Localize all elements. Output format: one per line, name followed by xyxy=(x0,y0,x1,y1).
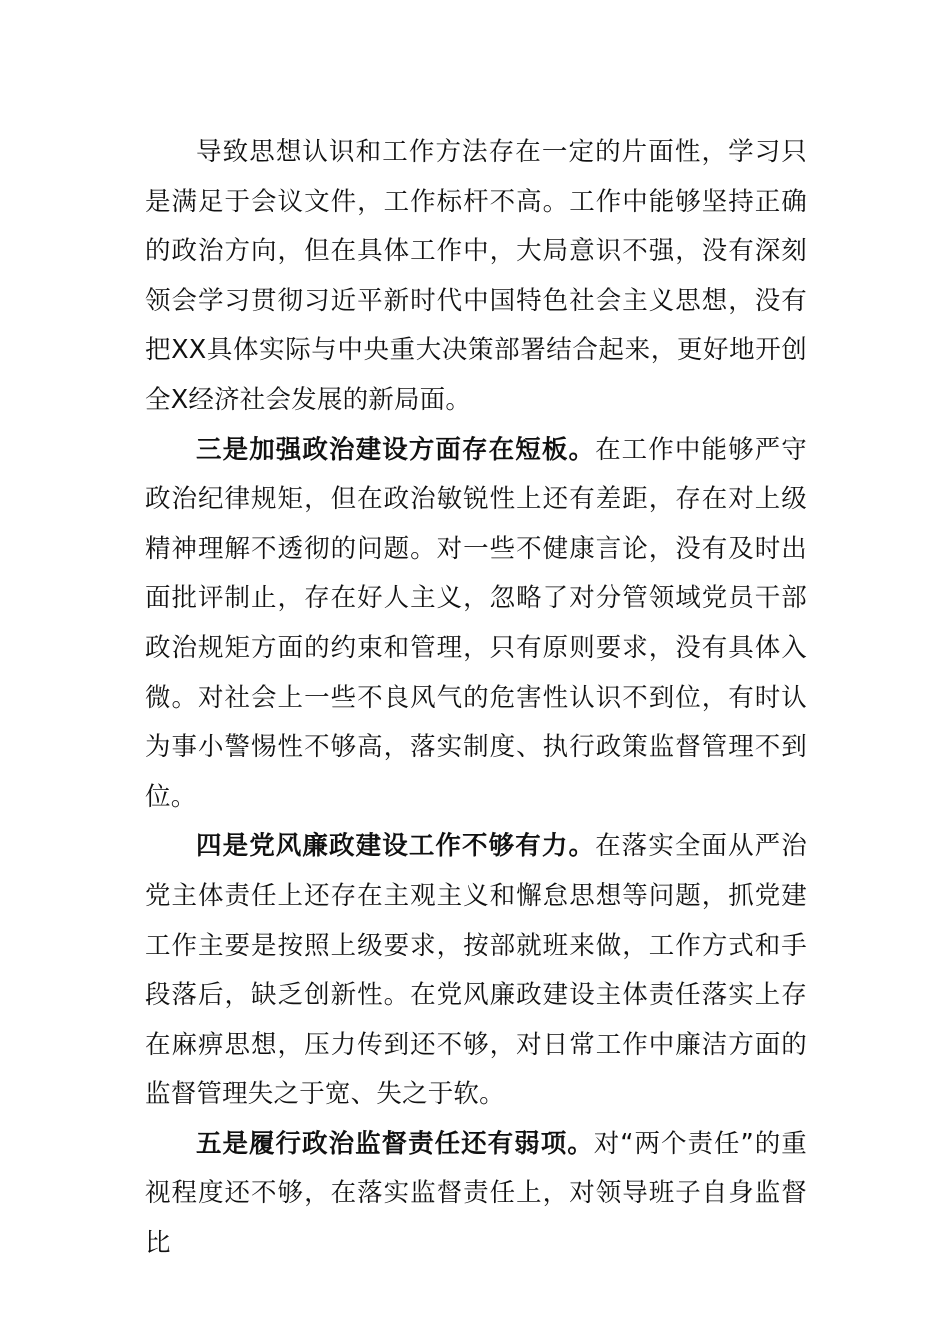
paragraph-4-text: 对“两个责任”的重视程度还不够，在落实监督责任上，对领导班子自身监督比 xyxy=(145,1128,807,1259)
paragraph-2 xyxy=(145,426,807,823)
paragraph-3-text: 在落实全面从严治党主体责任上还存在主观主义和懈怠思想等问题，抓党建工作主要是按照上级要求，按部就班来做，工作方式和手段落后，缺乏创新性。在党风廉政建设主体责任落实上存在麻痹思想，压力传到还不够，对日常工作中廉洁方面的监督管理失之于宽、失之于软。 xyxy=(145,831,807,1110)
paragraph-4 xyxy=(145,1120,807,1269)
paragraph-3 xyxy=(145,822,807,1120)
paragraph-2-text: 在工作中能够严守政治纪律规矩，但在政治敏锐性上还有差距，存在对上级精神理解不透彻的问题。对一些不健康言论，没有及时出面批评制止，存在好人主义，忽略了对分管领域党员干部政治规矩方面的约束和管理，只有原则要求，没有具体入微。对社会上一些不良风气的危害性认识不到位，有时认为事小警惕性不够高，落实制度、执行政策监督管理不到位。 xyxy=(145,434,807,812)
paragraph-1 xyxy=(145,128,807,426)
paragraph-3-heading: 四是党风廉政建设工作不够有力。 xyxy=(196,831,596,862)
paragraph-1-text: 导致思想认识和工作方法存在一定的片面性，学习只是满足于会议文件，工作标杆不高。工作中能够坚持正确的政治方向，但在具体工作中，大局意识不强，没有深刻领会学习贯彻习近平新时代中国特色社会主义思想，没有把XX具体实际与中央重大决策部署结合起来，更好地开创全X经济社会发展的新局面。 xyxy=(145,137,807,415)
paragraph-4-heading: 五是履行政治监督责任还有弱项。 xyxy=(196,1128,594,1159)
paragraph-2-heading: 三是加强政治建设方面存在短板。 xyxy=(196,434,596,465)
document-body xyxy=(145,128,807,1269)
